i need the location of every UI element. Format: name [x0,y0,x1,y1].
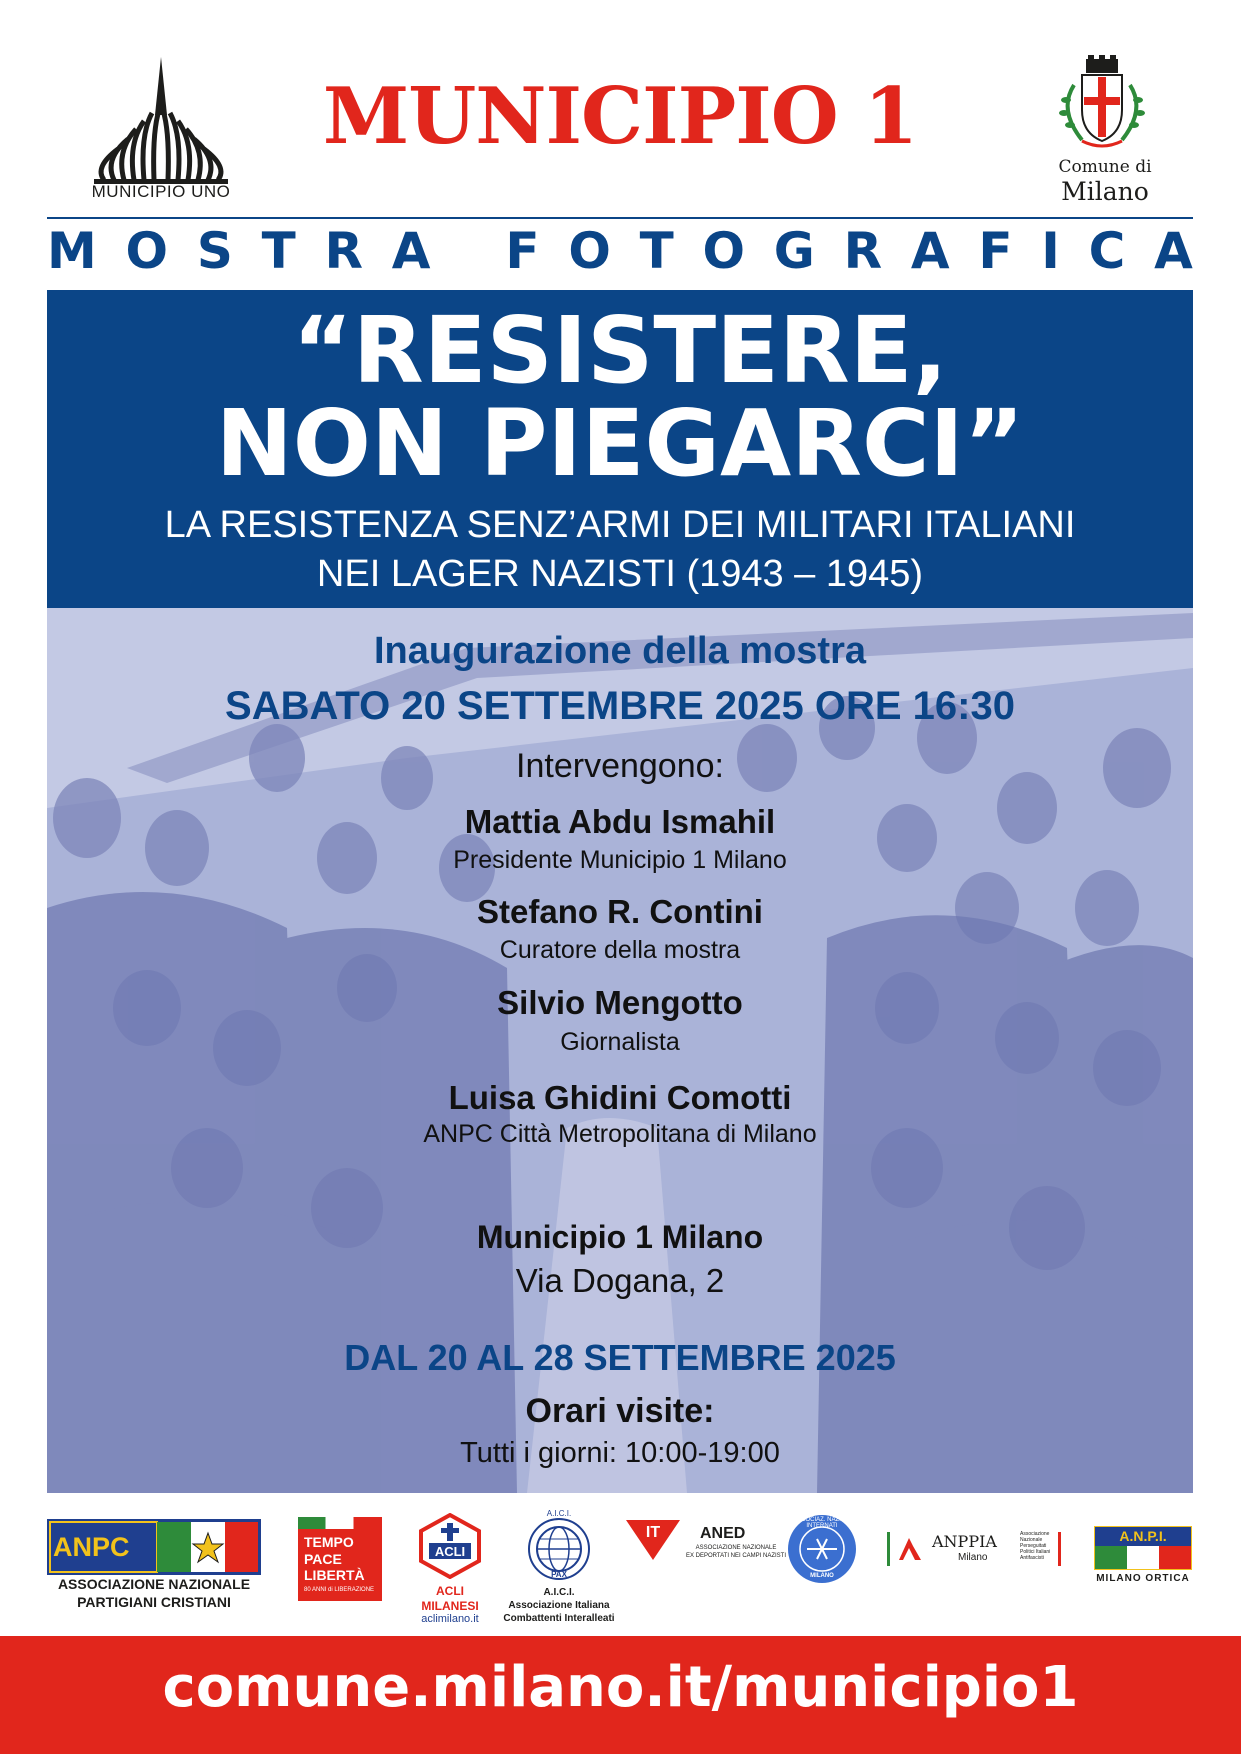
acli-logo [417,1513,483,1579]
speaker-role: Presidente Municipio 1 Milano [453,846,787,874]
kicker-letter: M [47,222,97,280]
page-title: MUNICIPIO 1 [322,71,918,162]
kicker-letter: C [1088,222,1126,280]
speaker-name: Silvio Mengotto [497,984,743,1021]
exhibition-subtitle-line-2: NEI LAGER NAZISTI (1943 – 1945) [316,553,924,595]
venue-name: Municipio 1 Milano [476,1219,764,1255]
exhibition-title-line-2: NON PIEGARCI” [215,390,1025,497]
kicker-letter: R [843,222,883,280]
speaker-name: Luisa Ghidini Comotti [448,1079,792,1116]
anppia-side: Associazione Nazionale Perseguitati Politici Italiani Antifascisti [1020,1531,1051,1561]
ex-internati-bottom: MILANO [810,1573,834,1579]
tempo-pace-liberta-logo [298,1517,382,1601]
inauguration-label: Inaugurazione della mostra [374,630,866,672]
speaker-role: Giornalista [560,1028,680,1056]
aned-name: ANED [700,1525,746,1542]
kicker-letter: O [125,222,169,280]
website-url[interactable]: comune.milano.it/municipio1 [162,1655,1079,1720]
acli-line2: MILANESI [421,1599,479,1613]
inauguration-date: SABATO 20 SETTEMBRE 2025 ORE 16:30 [225,684,1015,728]
liberta-text: LIBERTÀ [304,1567,365,1583]
comune-label: Comune di [1058,157,1152,177]
ex-internati-ring: ASSOCIAZ. NAZ. EX INTERNATI [793,1517,851,1529]
hours-label: Orari visite: [525,1392,715,1430]
milano-label: Milano [1061,177,1149,206]
anpi-caption: MILANO ORTICA [1096,1573,1190,1584]
kicker-letter: F [505,222,540,280]
kicker-letter: R [324,222,363,280]
aned-badge: IT [645,1524,661,1541]
ex-internati-logo [787,1514,857,1584]
aici-line1: A.I.C.I. [543,1587,575,1598]
pace-text: PACE [304,1551,342,1567]
acli-line3: aclimilano.it [421,1613,479,1625]
kicker-letter: A [1154,222,1193,280]
kicker-letter: O [702,222,745,280]
aned-line2: EX DEPORTATI NEI CAMPI NAZISTI [686,1553,787,1559]
speaker-name: Mattia Abdu Ismahil [464,803,776,840]
anpi-badge: A.N.P.I. [1119,1528,1167,1544]
kicker-letter: G [773,222,815,280]
kicker-letter: T [639,222,674,280]
header-divider [47,217,1193,219]
exhibition-kicker [47,222,1193,280]
hours-value: Tutti i giorni: 10:00-19:00 [460,1437,780,1469]
kicker-letter: F [978,222,1013,280]
acli-badge: ACLI [434,1544,466,1559]
aici-top: A.I.C.I. [546,1509,572,1518]
speaker-role: ANPC Città Metropolitana di Milano [423,1120,817,1148]
anpi-logo [1094,1526,1192,1570]
anpc-badge: ANPC [53,1532,130,1562]
kicker-letter [459,226,476,276]
kicker-letter: A [910,222,950,280]
exhibition-title-line-1: “RESISTERE, [292,297,948,404]
anpc-line1: ASSOCIAZIONE NAZIONALE [57,1576,251,1592]
aici-logo [522,1517,596,1585]
kicker-letter: T [261,222,296,280]
kicker-letter: I [1041,222,1060,280]
aici-line3: Combattenti Interalleati [503,1613,615,1624]
municipio-uno-caption: MUNICIPIO UNO [91,182,231,201]
speaker-name: Stefano R. Contini [477,893,763,930]
exhibition-period: DAL 20 AL 28 SETTEMBRE 2025 [344,1337,896,1378]
aici-line2: Associazione Italiana [508,1600,610,1611]
kicker-letter: O [568,222,611,280]
kicker-letter: S [196,222,233,280]
aned-logo [626,1520,680,1560]
acli-line1: ACLI [436,1584,464,1598]
speaker-role: Curatore della mostra [499,936,741,964]
speakers-label: Intervengono: [516,747,724,785]
tempo-caption: 80 ANNI di LIBERAZIONE [304,1587,375,1593]
aned-line1: ASSOCIAZIONE NAZIONALE [695,1545,777,1551]
anpc-logo [47,1519,261,1575]
anpc-line2: PARTIGIANI CRISTIANI [77,1594,231,1610]
tempo-text: TEMPO [304,1534,354,1550]
aici-badge: PAX [551,1570,567,1579]
kicker-letter: A [391,222,431,280]
exhibition-subtitle-line-1: LA RESISTENZA SENZ’ARMI DEI MILITARI ITALIANI [164,504,1076,546]
anppia-name: ANPPIA [932,1532,997,1551]
comune-milano-crest-icon [1052,55,1152,155]
anppia-city: Milano [958,1552,988,1563]
venue-address: Via Dogana, 2 [515,1262,725,1299]
